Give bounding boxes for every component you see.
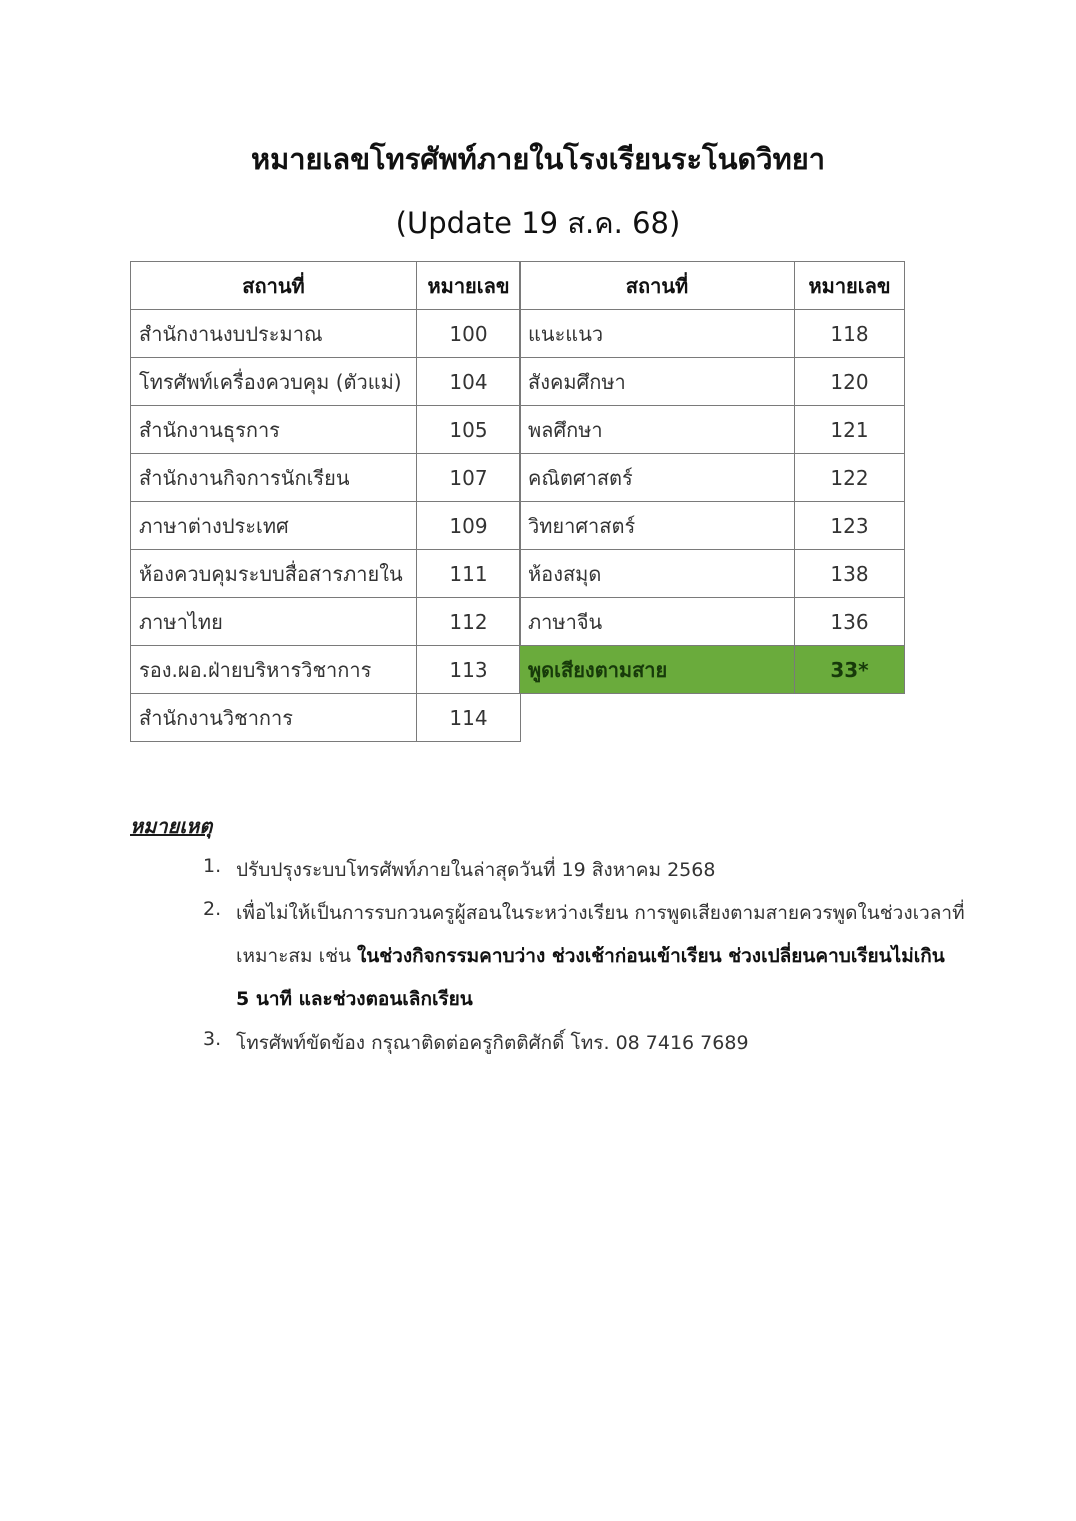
note-1: ปรับปรุงระบบโทรศัพท์ภายในล่าสุดวันที่ 19 สิงหาคม 2568 bbox=[236, 859, 716, 881]
place-cell: วิทยาศาสตร์ bbox=[520, 502, 795, 550]
place-cell: แนะแนว bbox=[520, 310, 795, 358]
column-header-number: หมายเลข bbox=[795, 262, 905, 310]
notes-heading: หมายเหตุ bbox=[130, 814, 213, 838]
number-cell: 136 bbox=[795, 598, 905, 646]
place-cell: สำนักงานธุรการ bbox=[131, 406, 417, 454]
note-2-line-3: 5 นาที และช่วงตอนเลิกเรียน bbox=[236, 988, 473, 1010]
place-cell: สำนักงานกิจการนักเรียน bbox=[131, 454, 417, 502]
note-3: โทรศัพท์ขัดข้อง กรุณาติดต่อครูกิตติศักดิ์ โทร. 08 7416 7689 bbox=[236, 1032, 749, 1054]
note-number: 3. bbox=[203, 1028, 222, 1050]
place-cell: โทรศัพท์เครื่องควบคุม (ตัวแม่) bbox=[131, 358, 417, 406]
place-cell: พูดเสียงตามสาย bbox=[520, 646, 795, 694]
table-row-highlighted bbox=[520, 646, 905, 694]
page-subtitle: (Update 19 ส.ค. 68) bbox=[395, 206, 681, 240]
number-cell: 109 bbox=[417, 502, 521, 550]
note-2-line-2 bbox=[236, 941, 945, 971]
place-cell: สำนักงานงบประมาณ bbox=[131, 310, 417, 358]
note-2-plain-text: เหมาะสม เช่น bbox=[236, 945, 357, 967]
table-row bbox=[131, 454, 521, 502]
number-cell: 120 bbox=[795, 358, 905, 406]
table-row bbox=[131, 358, 521, 406]
number-cell: 122 bbox=[795, 454, 905, 502]
phone-table-right bbox=[519, 261, 905, 694]
table-row bbox=[520, 454, 905, 502]
table-row bbox=[520, 502, 905, 550]
table-row bbox=[131, 598, 521, 646]
table-row bbox=[520, 358, 905, 406]
place-cell: ภาษาต่างประเทศ bbox=[131, 502, 417, 550]
note-2-bold-text: ในช่วงกิจกรรมคาบว่าง ช่วงเช้าก่อนเข้าเรียน ช่วงเปลี่ยนคาบเรียนไม่เกิน bbox=[357, 945, 945, 967]
page-title: หมายเลขโทรศัพท์ภายในโรงเรียนระโนดวิทยา bbox=[251, 142, 825, 176]
place-cell: ห้องควบคุมระบบสื่อสารภายใน bbox=[131, 550, 417, 598]
column-header-number: หมายเลข bbox=[417, 262, 521, 310]
table-row bbox=[520, 598, 905, 646]
table-row bbox=[131, 406, 521, 454]
number-cell: 138 bbox=[795, 550, 905, 598]
number-cell: 114 bbox=[417, 694, 521, 742]
table-row bbox=[131, 550, 521, 598]
table-row bbox=[131, 694, 521, 742]
number-cell: 104 bbox=[417, 358, 521, 406]
place-cell: ห้องสมุด bbox=[520, 550, 795, 598]
number-cell: 100 bbox=[417, 310, 521, 358]
table-row bbox=[131, 646, 521, 694]
number-cell: 111 bbox=[417, 550, 521, 598]
place-cell: สังคมศึกษา bbox=[520, 358, 795, 406]
table-header-row bbox=[131, 262, 521, 310]
table-row bbox=[520, 550, 905, 598]
number-cell: 113 bbox=[417, 646, 521, 694]
place-cell: คณิตศาสตร์ bbox=[520, 454, 795, 502]
place-cell: สำนักงานวิชาการ bbox=[131, 694, 417, 742]
place-cell: รอง.ผอ.ฝ่ายบริหารวิชาการ bbox=[131, 646, 417, 694]
number-cell: 33* bbox=[795, 646, 905, 694]
note-number: 1. bbox=[203, 855, 222, 877]
number-cell: 105 bbox=[417, 406, 521, 454]
note-number: 2. bbox=[203, 898, 222, 920]
number-cell: 112 bbox=[417, 598, 521, 646]
note-2-line-1: เพื่อไม่ให้เป็นการรบกวนครูผู้สอนในระหว่างเรียน การพูดเสียงตามสายควรพูดในช่วงเวลาที่ bbox=[236, 902, 965, 924]
column-header-place: สถานที่ bbox=[131, 262, 417, 310]
phone-table-left bbox=[130, 261, 521, 742]
number-cell: 121 bbox=[795, 406, 905, 454]
table-row bbox=[520, 310, 905, 358]
place-cell: ภาษาไทย bbox=[131, 598, 417, 646]
number-cell: 107 bbox=[417, 454, 521, 502]
place-cell: พลศึกษา bbox=[520, 406, 795, 454]
place-cell: ภาษาจีน bbox=[520, 598, 795, 646]
table-row bbox=[131, 502, 521, 550]
table-header-row bbox=[520, 262, 905, 310]
table-row bbox=[520, 406, 905, 454]
number-cell: 118 bbox=[795, 310, 905, 358]
table-row bbox=[131, 310, 521, 358]
number-cell: 123 bbox=[795, 502, 905, 550]
column-header-place: สถานที่ bbox=[520, 262, 795, 310]
